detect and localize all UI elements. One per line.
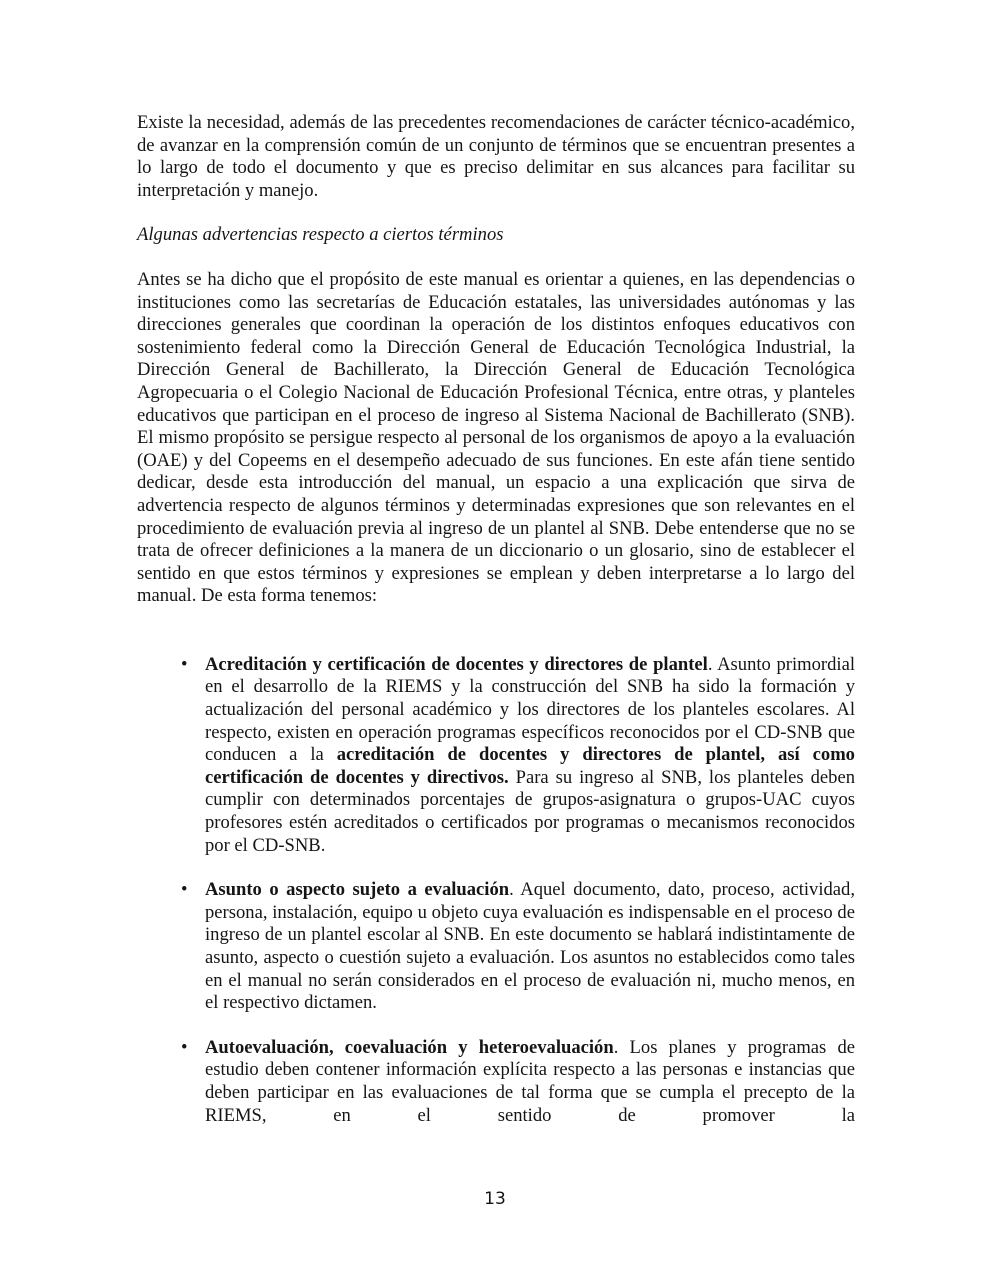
intro-paragraph: Existe la necesidad, además de las precedentes recomendaciones de carácter técnico-académico, de avanzar en la comprensión común de un conjunto de términos que se encuentran presentes a lo largo de todo el documento y que es preciso delimitar en sus alcances para facilitar su interpretación y manejo.	[137, 112, 855, 201]
bullet-marker-icon: •	[181, 1036, 188, 1058]
term-label: Acreditación y certificación de docentes y directores de plantel	[205, 653, 708, 675]
body-paragraph: Antes se ha dicho que el propósito de este manual es orientar a quienes, en las dependencias o instituciones como las secretarías de Educación estatales, las universidades autónomas y las direcciones generales que coordinan la operación de los distintos enfoques educativos con sostenimiento federal como la Dirección General de Educación Tecnológica Industrial, la Dirección General de Bachillerato, la Dirección General de Educación Tecnológica Agropecuaria o el Colegio Nacional de Educación Profesional Técnica, entre otras, y planteles educativos que participan en el proceso de ingreso al Sistema Nacional de Bachillerato (SNB). El mismo propósito se persigue respecto al personal de los organismos de apoyo a la evaluación (OAE) y del Copeems en el desempeño adecuado de sus funciones. En este afán tiene sentido dedicar, desde esta introducción del manual, un espacio a una explicación que sirva de advertencia respecto de algunos términos y determinadas expresiones que son relevantes en el procedimiento de evaluación previa al ingreso de un plantel al SNB. Debe entenderse que no se trata de ofrecer definiciones a la manera de un diccionario o un glosario, sino de establecer el sentido en que estos términos y expresiones se emplean y deben interpretarse a lo largo del manual. De esta forma tenemos:	[137, 268, 855, 607]
section-heading: Algunas advertencias respecto a ciertos términos	[137, 224, 504, 246]
page-content	[137, 112, 855, 1150]
terms-bullet-list	[137, 654, 855, 1150]
term-description-part-1: . Aquel documento, dato, proceso, actividad, persona, instalación, equipo u objeto cuya evaluación es indispensable en el proceso de ingreso de un plantel escolar al SNB. En este documento se hablará indistintamente de asunto, aspecto o cuestión sujeto a evaluación. Los asuntos no establecidos como tales en el manual no serán considerados en el proceso de evaluación ni, mucho menos, en el respectivo dictamen.	[205, 879, 855, 1014]
bullet-marker-icon: •	[181, 653, 188, 675]
term-description-part-2: Para su ingreso al SNB, los planteles deben cumplir con determinados porcentajes de grupos-asignatura o grupos-UAC cuyos profesores estén acreditados o certificados por programas o mecanismos reconocidos por el CD-SNB.	[205, 766, 855, 856]
term-emphasis: acreditación de docentes y directores de plantel, así como certificación de docentes y directivos.	[205, 744, 855, 788]
list-item	[137, 654, 855, 857]
bullet-marker-icon: •	[181, 879, 188, 901]
term-label: Autoevaluación, coevaluación y heteroevaluación	[205, 1036, 614, 1058]
term-description-part-1: . Asunto primordial en el desarrollo de la RIEMS y la construcción del SNB ha sido la formación y actualización del personal académico y los directores de los planteles escolares. Al respecto, existen en operación programas específicos reconocidos por el CD-SNB que conducen a la	[205, 653, 855, 766]
page-number: 13	[484, 1189, 506, 1209]
term-description-part-1: . Los planes y programas de estudio deben contener información explícita respecto a las personas e instancias que deben participar en las evaluaciones de tal forma que se cumpla el precepto de la RIEMS, en el sentido de promover la	[205, 1036, 856, 1126]
term-label: Asunto o aspecto sujeto a evaluación	[205, 879, 510, 901]
list-item	[137, 1037, 855, 1150]
list-item	[137, 879, 855, 1015]
